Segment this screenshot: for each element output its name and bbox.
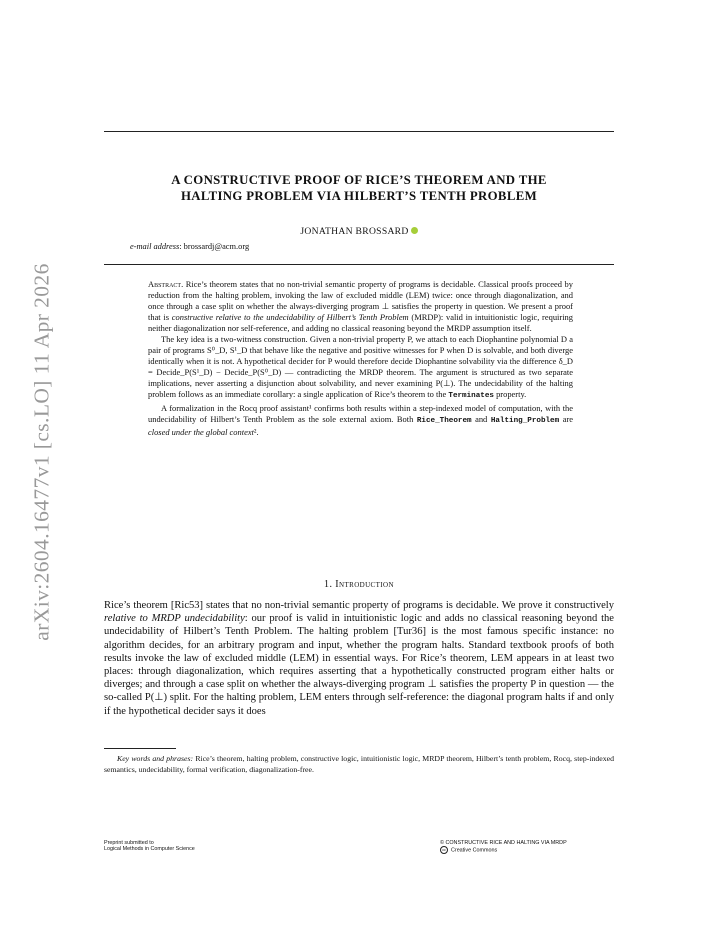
creative-commons-icon: cc: [440, 846, 448, 854]
orcid-icon[interactable]: [411, 227, 418, 234]
abstract-text: (MRDP): valid in intuitionistic logic, requiring neither diagonalization nor self-reference, and adding no classical reasoning beyond the MRDP assumption itself.: [148, 312, 573, 334]
author-name: JONATHAN BROSSARD: [300, 226, 409, 237]
footer-license-text[interactable]: Creative Commons: [451, 847, 498, 854]
abstract-emphasis: closed under the global context: [148, 426, 254, 437]
top-rule: [104, 131, 614, 132]
section-title: Introduction: [335, 579, 394, 590]
abstract-paragraph-2: [148, 334, 573, 402]
abstract-paragraph-3: [148, 403, 573, 438]
intro-text: Rice’s theorem [Ric53] states that no non-trivial semantic property of programs is decidable. We prove it constructively: [104, 600, 614, 611]
introduction-body: [104, 599, 614, 718]
code-halting-problem: Halting_Problem: [490, 416, 560, 425]
email-label: e-mail address: [130, 242, 180, 251]
intro-emphasis: relative to MRDP undecidability: [104, 613, 245, 625]
author-email-line: e-mail address: brossardj@acm.org: [130, 242, 250, 251]
footer-license: [440, 846, 567, 854]
arxiv-sidebar-stamp[interactable]: arXiv:2604.16477v1 [cs.LO] 11 Apr 2026: [29, 263, 54, 641]
abstract-text: property.: [493, 389, 527, 400]
title-line-1: A CONSTRUCTIVE PROOF OF RICE’S THEOREM AND THE: [171, 173, 547, 187]
footer-left: [104, 840, 195, 852]
abstract-emphasis: constructive relative to the undecidability of Hilbert’s Tenth Problem: [171, 312, 409, 323]
title-line-2: HALTING PROBLEM VIA HILBERT’S TENTH PROBLEM: [180, 189, 538, 203]
code-rice-theorem: Rice_Theorem: [416, 416, 472, 425]
abstract-label: Abstract.: [148, 279, 184, 289]
header-rule: [104, 264, 614, 265]
paper-title: [104, 172, 614, 204]
section-number: 1.: [324, 579, 333, 590]
abstract-text: A formalization in the Rocq proof assistant¹ confirms both results within a step-indexed model of computation, with the undecidability of Hilbert’s Tenth Problem as the sole external axiom. Both: [148, 402, 573, 424]
intro-paragraph: [104, 599, 614, 718]
footer-copyright: © CONSTRUCTIVE RICE AND HALTING VIA MRDP: [440, 840, 567, 846]
abstract-text: The key idea is a two-witness construction. Given a non-trivial property P, we attach to each Diophantine polynomial D a pair of programs S⁰_D, S¹_D that behave like the negative and positive witnesses for P when D is solvable, and both diverge identically when it is not. A hypothetical decider for P would therefore decide Diophantine solvability via the difference δ_D = Decide_P(S¹_D) − Decide_P(S⁰_D) — contradicting the MRDP theorem. The argument is structured as two separate implications, never asserting a disjunction about solvability, and never examining P(⊥). The undecidability of the halting problem follows as an immediate corollary: a single application of Rice’s theorem to the: [148, 334, 573, 400]
keywords-label: Key words and phrases:: [117, 754, 194, 763]
abstract: [148, 279, 573, 438]
abstract-paragraph-1: [148, 279, 573, 334]
intro-text: : our proof is valid in intuitionistic logic and adds no classical reasoning beyond the undecidability of Hilbert’s Tenth Problem. The halting problem [Tur36] is the most famous specific instance: no algorithm decides, for an arbitrary program and input, whether the program halts. Standard textbook proofs of both results invoke the law of excluded middle (LEM) in essential ways. For Rice’s theorem, LEM appears in at least two places: through diagonalization, which requires asserting that a hypothetically constructed program either halts or diverges; and through a case split on whether the always-diverging program ⊥ satisfies the property P in question — the so-called P(⊥) split. For the halting problem, LEM enters through self-reference: the diagonal program halts if and only if the hypothetical decider says it does: [104, 613, 614, 717]
code-terminates: Terminates: [448, 392, 494, 401]
keywords-text: Rice’s theorem, halting problem, constructive logic, intuitionistic logic, MRDP theorem, Hilbert’s tenth problem, Rocq, step-indexed semantics, undecidability, formal verification, diagonalization-free.: [104, 754, 614, 774]
abstract-text: Rice’s theorem states that no non-trivial semantic property of programs is decidable. Classical proofs proceed by reduction from the halting problem, invoking the law of excluded middle (LEM) twice: once through diagonalization, and once through a case split on whether the always-diverging program ⊥ satisfies the property in question. We present a proof that is: [148, 279, 573, 323]
abstract-text: are: [559, 413, 573, 424]
author-block: [104, 226, 614, 237]
footnote-rule: [104, 748, 176, 749]
author-email[interactable]: brossardj@acm.org: [183, 242, 250, 251]
abstract-text: ².: [253, 426, 259, 437]
footer-journal: Logical Methods in Computer Science: [104, 846, 195, 853]
footer-right: [440, 840, 567, 854]
section-heading: [104, 579, 614, 590]
keywords-footnote: [104, 754, 614, 776]
footer-preprint: Preprint submitted to: [104, 840, 154, 846]
abstract-text: and: [471, 413, 491, 424]
